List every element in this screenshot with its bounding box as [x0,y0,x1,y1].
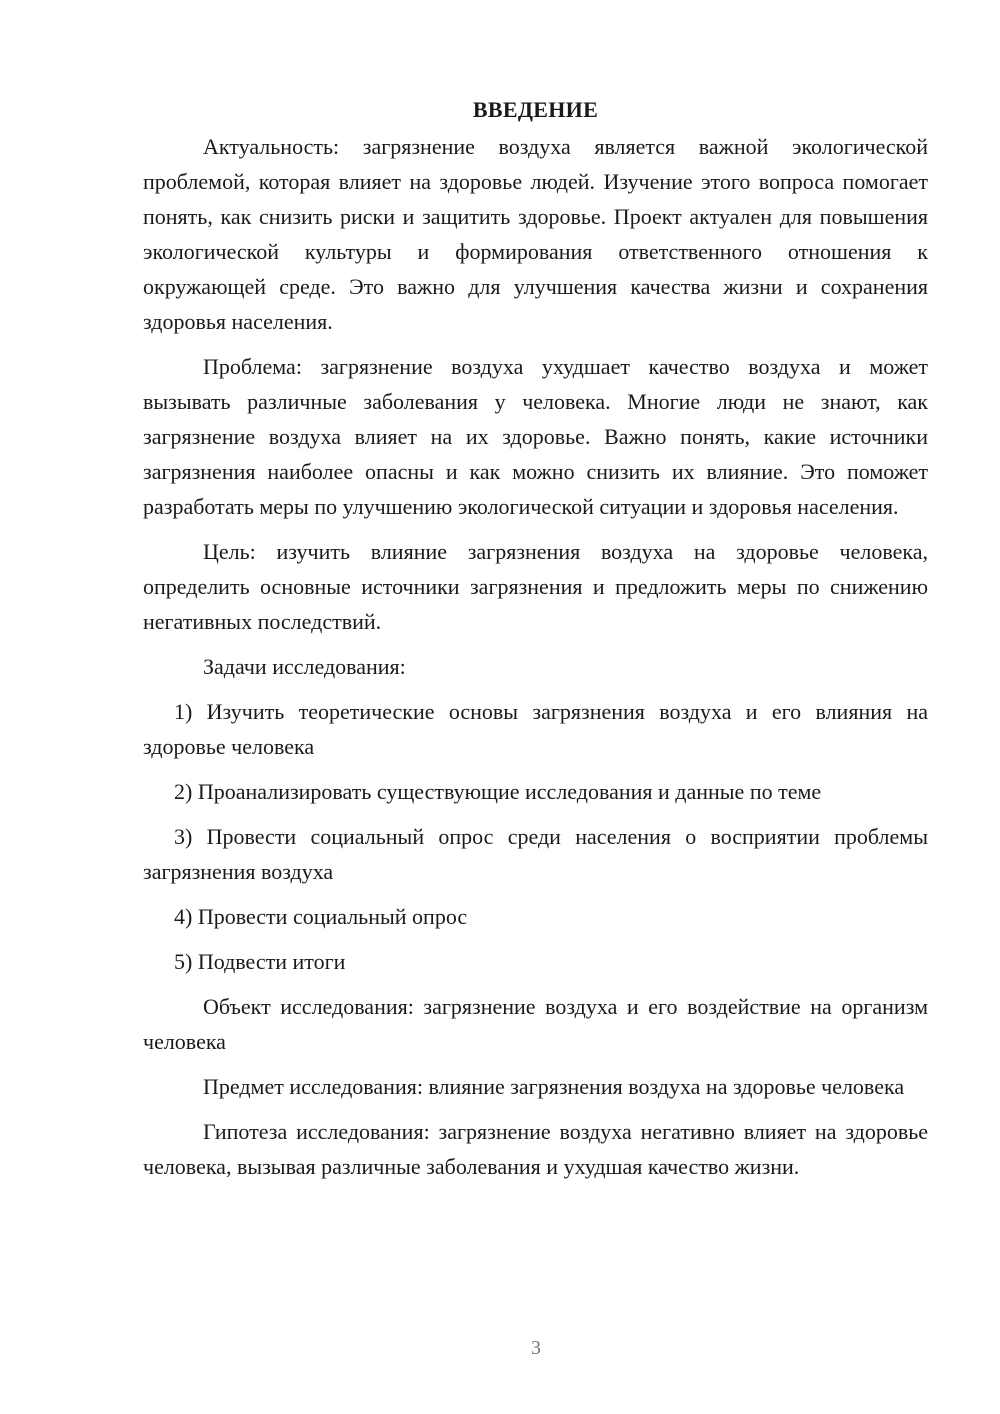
paragraph-tasks-intro: Задачи исследования: [203,654,406,679]
page-content [143,92,928,1194]
page-number: 3 [531,1337,541,1359]
paragraph-problem: Проблема: загрязнение воздуха ухудшает качество воздуха и может вызывать различные заболевания у человека. Многие люди не знают, как загрязнение воздуха влияет на их здоровье. Важно понять, какие источники загрязнения наиболее опасны и как можно снизить их влияние. Это поможет разработать меры по улучшению экологической ситуации и здоровья населения. [143,354,928,519]
task-item: 5) Подвести итоги [174,949,346,974]
paragraph-subject: Предмет исследования: влияние загрязнения воздуха на здоровье человека [203,1074,905,1099]
task-item: 2) Проанализировать существующие исследования и данные по теме [174,779,822,804]
task-item: 3) Провести социальный опрос среди населения о восприятии проблемы загрязнения воздуха [143,824,928,884]
paragraph-goal: Цель: изучить влияние загрязнения воздуха на здоровье человека, определить основные источники загрязнения и предложить меры по снижению негативных последствий. [143,539,928,634]
paragraph-object: Объект исследования: загрязнение воздуха и его воздействие на организм человека [143,994,928,1054]
section-heading: ВВЕДЕНИЕ [472,97,599,122]
task-item: 4) Провести социальный опрос [174,904,468,929]
paragraph-hypothesis: Гипотеза исследования: загрязнение воздуха негативно влияет на здоровье человека, вызывая различные заболевания и ухудшая качество жизни. [143,1119,928,1179]
task-item: 1) Изучить теоретические основы загрязнения воздуха и его влияния на здоровье человека [143,699,928,759]
paragraph-relevance: Актуальность: загрязнение воздуха является важной экологической проблемой, которая влияет на здоровье людей. Изучение этого вопроса помогает понять, как снизить риски и защитить здоровье. Проект актуален для повышения экологической культуры и формирования ответственного отношения к окружающей среде. Это важно для улучшения качества жизни и сохранения здоровья населения. [143,134,928,334]
